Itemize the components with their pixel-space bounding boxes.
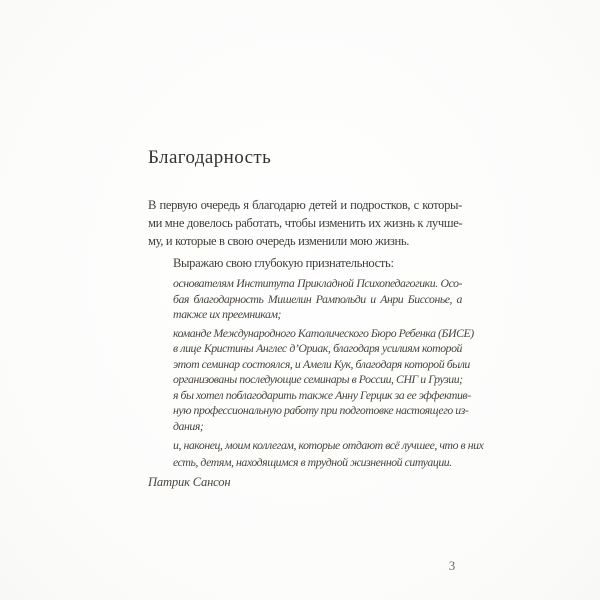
paragraph-opening (148, 196, 462, 250)
text-line: му, и которые в свою очередь изменили мою жизнь. (148, 234, 410, 248)
text-line: и, наконец, моим коллегам, которые отдают всё лучшее, что в них (173, 438, 484, 452)
text-line: Выражаю свою глубокую признательность: (173, 256, 394, 270)
text-line: этот семинар состоялся, и Амели Кук, благодаря которой были (173, 356, 470, 371)
text-line: организованы последующие семинары в России, СНГ и Грузии; (173, 372, 463, 386)
paragraph-ack-bice (173, 325, 474, 435)
text-line: также их преемникам; (173, 307, 282, 321)
page-number: 3 (448, 558, 456, 573)
text-block (148, 146, 484, 491)
paragraph-ack-founders (173, 276, 462, 323)
author-signature: Патрик Сансон (148, 475, 231, 489)
text-line: ную профессиональную работу при подготовке настоящего из- (173, 403, 469, 417)
text-line: дания; (173, 418, 204, 433)
page-title: Благодарность (148, 147, 272, 168)
text-line: есть, детям, находящимся в трудной жизненной ситуации. (173, 454, 452, 469)
text-line: я бы хотел поблагодарить также Анну Герцик за ее эффектив- (173, 387, 471, 402)
text-line: В первую очередь я благодарю детей и подростков, с которы- (148, 198, 462, 212)
text-line: в лице Кристины Англес д’Ориак, благодаря усилиям которой (173, 341, 462, 355)
text-line: бая благодарность Мишелин Рампольди и Анри Биссонье, а (173, 291, 462, 306)
paragraph-ack-colleagues (173, 437, 484, 470)
text-line: команде Международного Католического Бюро Ребенка (БИСЕ) (173, 325, 474, 340)
text-line: основателям Института Прикладной Психопедагогики. Осо- (173, 276, 462, 290)
paragraph-gratitude-lead (173, 254, 462, 272)
text-line: ми мне довелось работать, чтобы изменить их жизнь к лучше- (148, 216, 463, 230)
